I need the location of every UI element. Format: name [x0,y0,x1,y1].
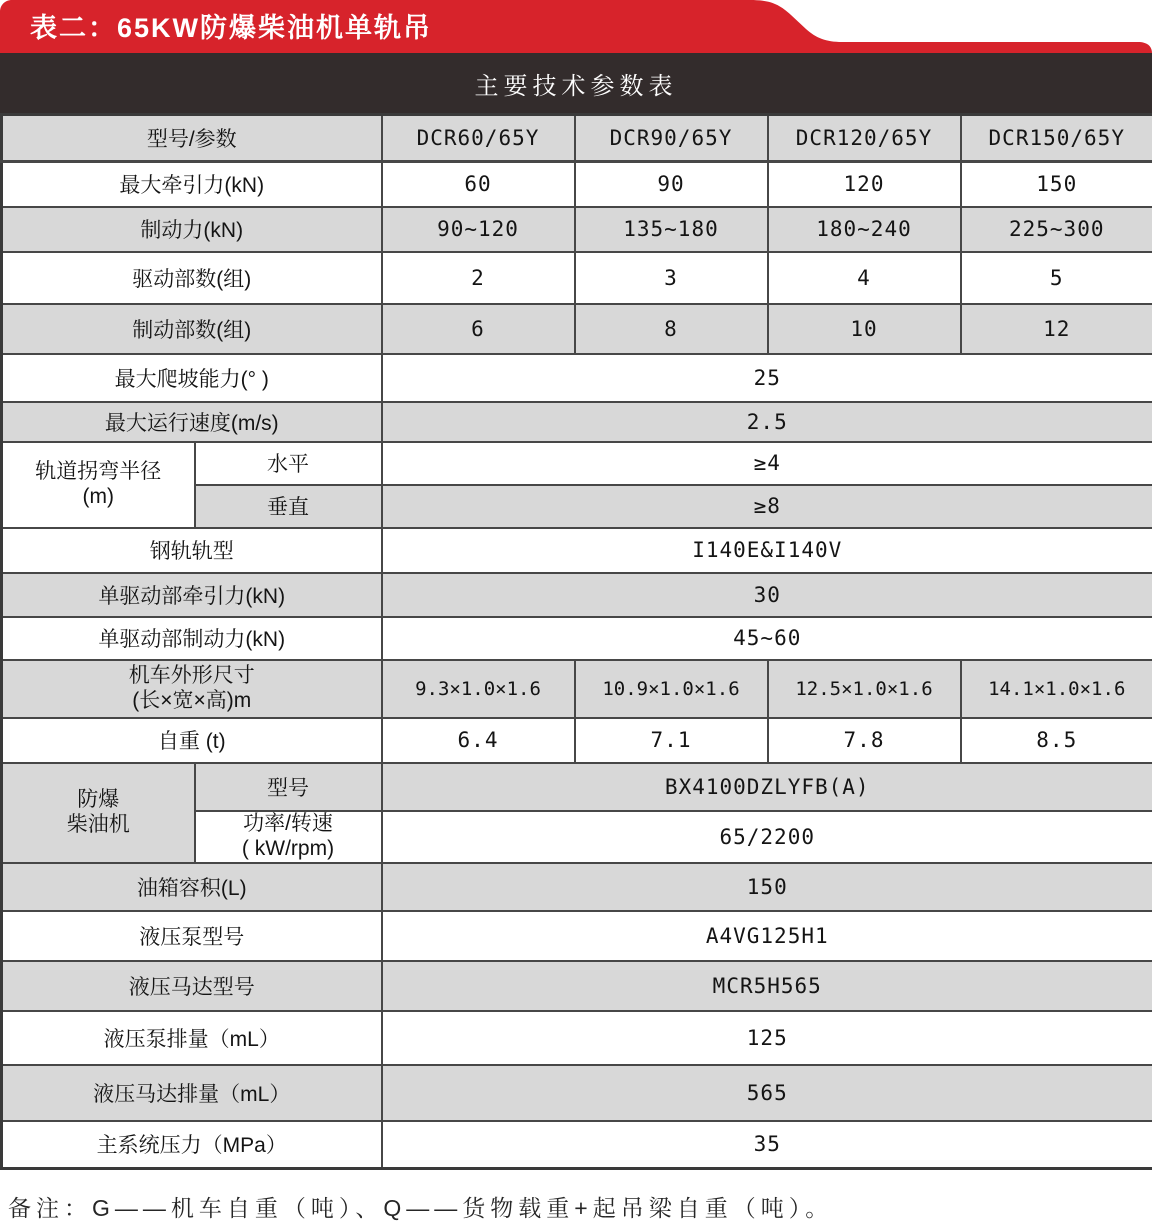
group-label-turn-radius: 轨道拐弯半径 (m) [2,442,195,528]
row-value: MCR5H565 [382,961,1152,1011]
row-value: 2.5 [382,402,1152,442]
row-value: 180~240 [768,207,961,252]
row-value: 6 [382,304,575,354]
row-value: 565 [382,1065,1152,1121]
row-value: 150 [382,863,1152,911]
row-value: 7.8 [768,718,961,763]
row-value: 120 [768,162,961,207]
row-value: ≥8 [382,485,1152,528]
table-row-motor-displacement [2,1065,1152,1121]
row-value: 12.5×1.0×1.6 [768,660,961,718]
row-value: 8 [575,304,768,354]
row-label: 主系统压力（MPa） [2,1121,382,1169]
row-value: 3 [575,252,768,304]
row-label: 机车外形尺寸 (长×宽×高)m [2,660,382,718]
row-label: 液压泵型号 [2,911,382,961]
table-row-max-speed [2,402,1152,442]
row-value: I140E&I140V [382,528,1152,573]
row-label: 驱动部数(组) [2,252,382,304]
row-label: 最大牵引力(kN) [2,162,382,207]
row-value: 65/2200 [382,811,1152,863]
table-row-max-gradeability [2,354,1152,402]
row-label: 单驱动部牵引力(kN) [2,573,382,617]
table-row-system-pressure [2,1121,1152,1169]
row-sublabel: 水平 [195,442,382,485]
row-sublabel: 型号 [195,763,382,811]
row-value: 30 [382,573,1152,617]
table-row-pump-displacement [2,1011,1152,1065]
row-sublabel: 垂直 [195,485,382,528]
row-label: 液压泵排量（mL） [2,1011,382,1065]
row-value: 60 [382,162,575,207]
row-label: 最大爬坡能力(° ) [2,354,382,402]
table-row-single-drive-braking [2,617,1152,660]
spec-table [0,113,1152,1170]
row-value: 90 [575,162,768,207]
table-row-model [2,115,1152,162]
table-row-dimensions [2,660,1152,718]
row-label: 制动力(kN) [2,207,382,252]
row-label: 自重 (t) [2,718,382,763]
table-row-motor-model [2,961,1152,1011]
page-title: 表二：65KW防爆柴油机单轨吊 [30,12,433,43]
row-value: 10 [768,304,961,354]
table-row-turn-radius-horizontal [2,442,1152,485]
row-value: DCR150/65Y [961,115,1152,162]
footnote: 备注：G——机车自重（吨）、Q——货物载重+起吊梁自重（吨）。 [8,1195,834,1221]
row-value: DCR120/65Y [768,115,961,162]
row-value: 5 [961,252,1152,304]
table-row-fuel-tank [2,863,1152,911]
table-row-max-traction [2,162,1152,207]
row-value: 25 [382,354,1152,402]
row-label: 型号/参数 [2,115,382,162]
row-value: 135~180 [575,207,768,252]
row-label: 液压马达排量（mL） [2,1065,382,1121]
row-label: 制动部数(组) [2,304,382,354]
row-value: 14.1×1.0×1.6 [961,660,1152,718]
title-banner [0,0,1152,53]
row-value: A4VG125H1 [382,911,1152,961]
table-row-self-weight [2,718,1152,763]
row-value: 8.5 [961,718,1152,763]
row-value: ≥4 [382,442,1152,485]
table-row-single-drive-traction [2,573,1152,617]
table-row-brake-units [2,304,1152,354]
row-value: 9.3×1.0×1.6 [382,660,575,718]
table-row-drive-units [2,252,1152,304]
row-value: 2 [382,252,575,304]
row-value: BX4100DZLYFB(A) [382,763,1152,811]
row-value: DCR60/65Y [382,115,575,162]
row-value: 125 [382,1011,1152,1065]
row-value: 150 [961,162,1152,207]
table-row-pump-model [2,911,1152,961]
table-row-engine-model [2,763,1152,811]
table-row-rail-type [2,528,1152,573]
row-value: 90~120 [382,207,575,252]
row-value: 7.1 [575,718,768,763]
table-header-title: 主要技术参数表 [474,72,678,100]
row-label: 单驱动部制动力(kN) [2,617,382,660]
row-value: 35 [382,1121,1152,1169]
row-label: 液压马达型号 [2,961,382,1011]
row-label: 钢轨轨型 [2,528,382,573]
table-header [0,53,1152,113]
row-value: 225~300 [961,207,1152,252]
row-value: 6.4 [382,718,575,763]
row-sublabel: 功率/转速 ( kW/rpm) [195,811,382,863]
row-value: 4 [768,252,961,304]
table-row-braking-force [2,207,1152,252]
row-label: 最大运行速度(m/s) [2,402,382,442]
row-value: DCR90/65Y [575,115,768,162]
row-value: 12 [961,304,1152,354]
group-label-engine: 防爆 柴油机 [2,763,195,863]
row-value: 10.9×1.0×1.6 [575,660,768,718]
row-label: 油箱容积(L) [2,863,382,911]
row-value: 45~60 [382,617,1152,660]
